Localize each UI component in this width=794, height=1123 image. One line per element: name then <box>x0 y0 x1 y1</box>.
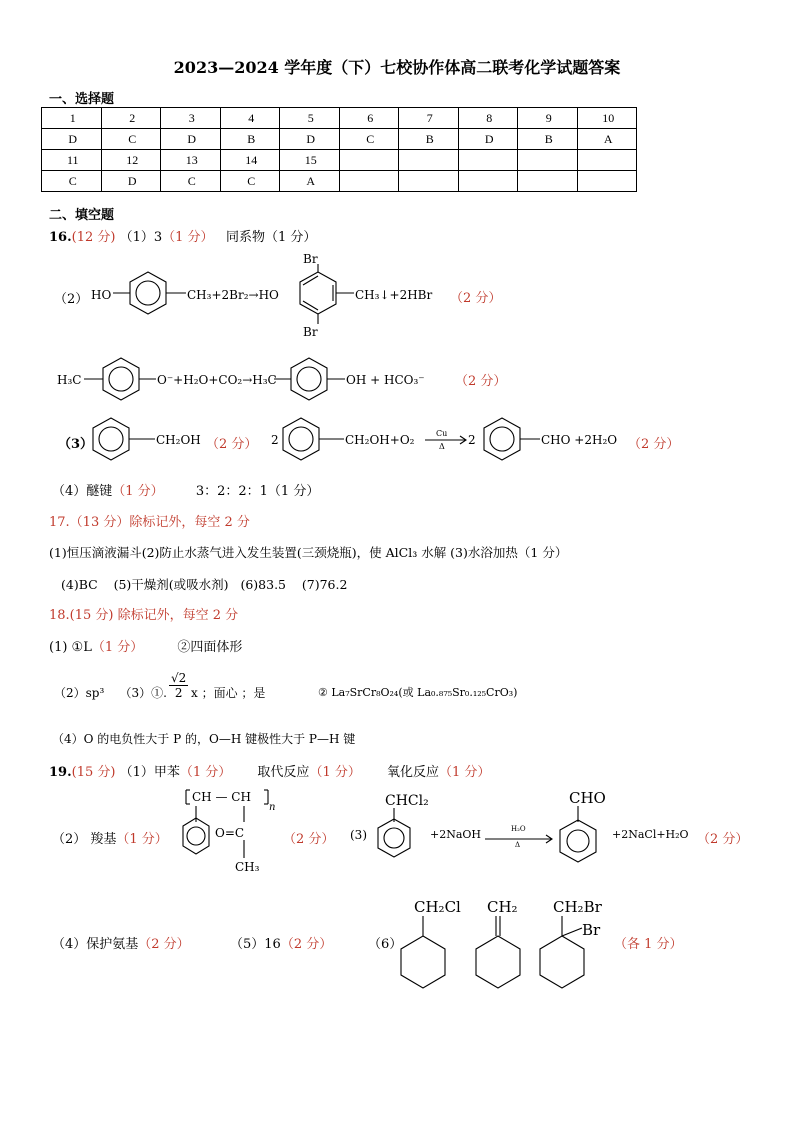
benzene-ring-icon <box>378 808 410 857</box>
benzene-ring-icon <box>560 806 596 862</box>
q19-line1 <box>49 761 490 780</box>
polymer-chain: CH — CH <box>192 790 251 804</box>
polymer-carbonyl: O=C <box>215 826 245 840</box>
cyclohexane-icon <box>540 916 584 988</box>
q19-score: (15 分) <box>71 765 116 780</box>
q19-p5-pts: （2 分） <box>280 937 333 952</box>
q19-ch2br: CH₂Br <box>553 898 602 916</box>
q19-p6: （6） <box>368 937 403 952</box>
polymer-n: n <box>269 802 276 813</box>
q17-line1-pts: （1 分） <box>517 545 568 560</box>
q16-p4 <box>52 480 319 499</box>
q16-score: (12 分) <box>71 230 116 245</box>
q16-p4-pts: （1 分） <box>112 484 164 499</box>
section-fill: 二、填空题 <box>49 208 115 223</box>
q16-p3-label: （3） <box>58 437 94 452</box>
q19-br: Br <box>582 921 601 939</box>
q18-fraction <box>169 671 188 700</box>
table-cell: D <box>42 129 102 150</box>
eq3-mid: CH₂OH+O₂ <box>345 433 415 447</box>
q17-head: 17.（13 分）除标记外，每空 2 分 <box>49 515 250 530</box>
table-cell: 7 <box>399 108 459 129</box>
benzene-ring-icon <box>93 418 155 460</box>
q18-p1b: ②四面体形 <box>177 640 243 655</box>
q19-delta: Δ <box>515 841 521 849</box>
q16-p1-text: 同系物（1 分） <box>225 230 317 245</box>
q16-p4-ratio: 3：2：2：1（1 分） <box>195 484 320 499</box>
cyclohexane-icon <box>401 916 445 988</box>
table-cell: 11 <box>42 150 102 171</box>
q16-p1: （1）3 <box>119 230 163 245</box>
eq1-br-top: Br <box>303 252 318 266</box>
q16-p3-pts2: （2 分） <box>628 437 680 452</box>
eq3-coef: 2 <box>271 433 279 447</box>
eq2-right: OH + HCO₃⁻ <box>346 373 425 387</box>
benzene-ring-icon <box>300 264 354 324</box>
page-title: 2023—2024 学年度（下）七校协作体高二联考化学试题答案 <box>173 58 621 77</box>
eq3-benzyl-alcohol: CH₂OH <box>156 433 201 447</box>
q18-p1-text: (1) ①L <box>49 640 92 655</box>
table-cell: A <box>280 171 340 192</box>
q18-p1-pts: （1 分） <box>91 640 144 655</box>
q19-p2 <box>52 828 168 847</box>
eq2-h3c: H₃C <box>57 373 82 387</box>
table-cell: B <box>220 129 280 150</box>
q17-line2: (4)BC (5)干燥剂(或吸水剂) (6)83.5 (7)76.2 <box>61 577 348 592</box>
q19-chcl2: CHCl₂ <box>385 793 429 809</box>
eq1-ho: HO <box>91 288 112 302</box>
eq1-mid: CH₃+2Br₂→HO <box>187 288 279 302</box>
q19-p1-pts3: （1 分） <box>439 765 491 780</box>
q18-p3-formula: ② La₇SrCr₈O₂₄(或 La₀.₈₇₅Sr₀.₁₂₅CrO₃) <box>318 686 518 699</box>
table-cell: 9 <box>518 108 578 129</box>
table-cell: 1 <box>42 108 102 129</box>
table-cell: D <box>101 171 161 192</box>
eq2-mid: O⁻+H₂O+CO₂→H₃C <box>157 373 277 387</box>
table-cell: B <box>518 129 578 150</box>
cyclohexane-icon <box>476 916 520 988</box>
table-cell: B <box>399 129 459 150</box>
table-cell: 13 <box>161 150 221 171</box>
table-cell: 2 <box>101 108 161 129</box>
table-cell: D <box>161 129 221 150</box>
table-cell: 5 <box>280 108 340 129</box>
benzene-ring-icon <box>113 272 186 314</box>
q19-p1-mid: 取代反应 <box>257 765 310 780</box>
q19-p1-pts1: （1 分） <box>179 765 232 780</box>
q19-p2-pts1: （1 分） <box>116 832 168 847</box>
q18-p2: （2）sp³ （3）①. <box>54 686 167 700</box>
table-cell: 15 <box>280 150 340 171</box>
q16-p2-label: （2） <box>54 292 89 307</box>
q19-ch2cl: CH₂Cl <box>414 898 461 916</box>
benzene-ring-icon <box>283 418 344 460</box>
eq1-pts: （2 分） <box>450 291 502 306</box>
eq1-right: CH₃↓+2HBr <box>355 288 433 302</box>
table-cell: C <box>220 171 280 192</box>
q19-ch2: CH₂ <box>487 898 518 916</box>
table-cell: 12 <box>101 150 161 171</box>
q19-p3-pts: （2 分） <box>697 832 749 847</box>
benzene-ring-icon <box>274 358 345 400</box>
q19-p2-text: （2） 羧基 <box>52 832 117 847</box>
eq1-br-bottom: Br <box>303 325 318 339</box>
table-cell: D <box>280 129 340 150</box>
q18-head: 18.(15 分) 除标记外，每空 2 分 <box>49 608 239 623</box>
q19-cho: CHO <box>569 789 606 807</box>
table-cell: D <box>458 129 518 150</box>
eq3-right: CHO +2H₂O <box>541 433 618 447</box>
fraction-denominator: 2 <box>174 686 183 700</box>
q19-p4-text: （4）保护氨基 <box>52 937 139 952</box>
table-cell: 3 <box>161 108 221 129</box>
q18-p4: （4）O 的电负性大于 P 的，O—H 键极性大于 P—H 键 <box>52 732 356 746</box>
q18-p3-x: x ；面心 ；是 <box>191 686 266 700</box>
q17-line1-text: (1)恒压滴液漏斗(2)防止水蒸气进入发生装置(三颈烧瓶)，使 AlCl₃ 水解 (3)水浴加热 <box>49 545 518 560</box>
eq3-delta: Δ <box>439 442 445 451</box>
q19-number: 19. <box>49 765 72 780</box>
q19-p1-end: 氧化反应 <box>386 765 439 780</box>
q19-p6-pts: （各 1 分） <box>614 937 683 952</box>
table-cell: 14 <box>220 150 280 171</box>
q17-line1 <box>49 543 567 561</box>
table-cell: 10 <box>577 108 637 129</box>
table-cell: C <box>161 171 221 192</box>
table-cell: C <box>101 129 161 150</box>
q19-p1-pts2: （1 分） <box>309 765 361 780</box>
table-cell: C <box>42 171 102 192</box>
table-cell: C <box>339 129 399 150</box>
q16-p1-pts: （1 分） <box>162 230 214 245</box>
table-cell: A <box>577 129 637 150</box>
q16-p3-pts1: （2 分） <box>206 437 258 452</box>
q16-p4-text: （4）醚键 <box>52 484 113 499</box>
section-choice: 一、选择题 <box>49 92 115 107</box>
q19-p4-pts: （2 分） <box>138 937 190 952</box>
eq3-cu: Cu <box>436 429 448 438</box>
q19-p5-text: （5）16 <box>230 937 281 952</box>
q16-number: 16. <box>49 230 72 245</box>
q19-p2-pts2: （2 分） <box>283 832 335 847</box>
q19-p1: （1）甲苯 <box>119 765 180 780</box>
table-cell: 6 <box>339 108 399 129</box>
q18-p1 <box>49 636 242 655</box>
q19-naoh: +2NaOH <box>430 828 482 841</box>
benzene-ring-icon <box>484 418 540 460</box>
q19-products: +2NaCl+H₂O <box>612 828 689 841</box>
q19-p3-label: (3) <box>350 828 367 842</box>
table-cell: 8 <box>458 108 518 129</box>
benzene-ring-icon <box>84 358 156 400</box>
eq3-coef2: 2 <box>468 433 476 447</box>
q19-p5 <box>230 933 332 952</box>
q19-h2o-cond: H₂O <box>511 825 526 833</box>
fraction-numerator: √2 <box>171 671 187 685</box>
eq2-pts: （2 分） <box>455 374 507 389</box>
q19-p4 <box>52 933 190 952</box>
table-cell: 4 <box>220 108 280 129</box>
polymer-methyl: CH₃ <box>235 860 260 874</box>
